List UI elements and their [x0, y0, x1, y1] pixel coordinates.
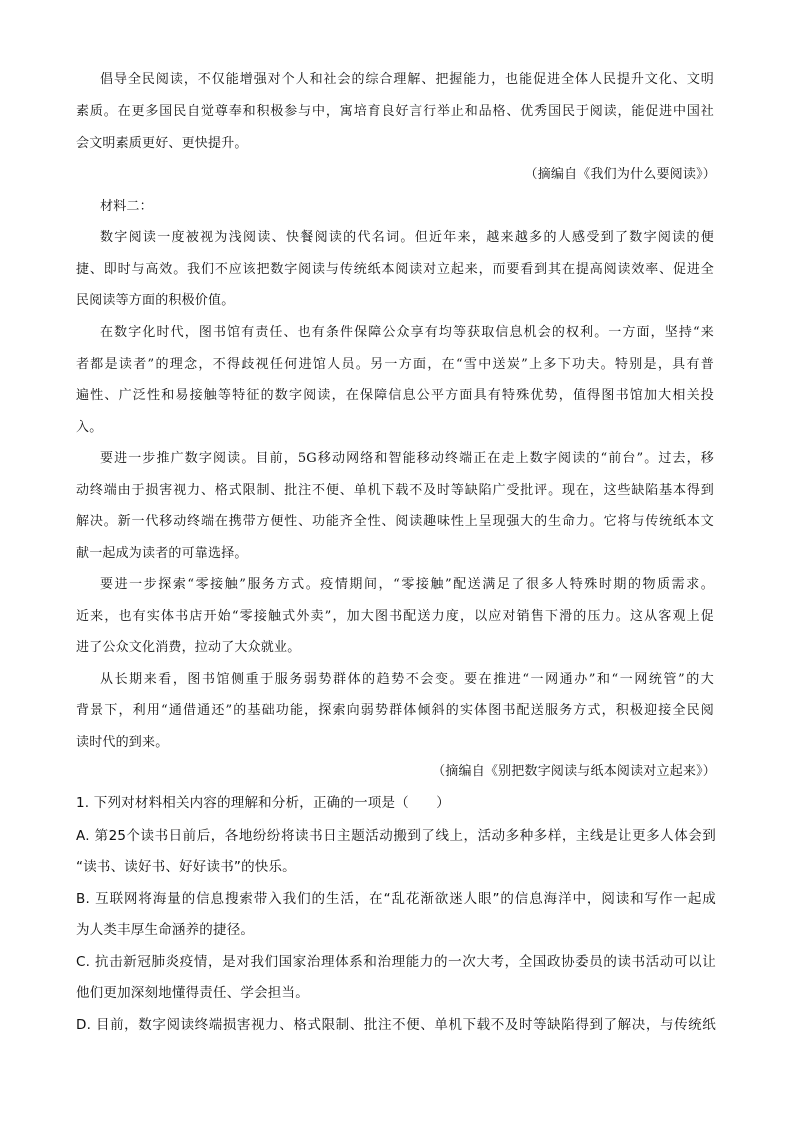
- material1-line-1: 倡导全民阅读，不仅能增强对个人和社会的综合理解、把握能力，也能促进全体人民提升文化、文明: [100, 72, 714, 87]
- material2-p2-line-4: 入。: [76, 420, 103, 435]
- material2-p3-line-4: 献一起成为读者的可靠选择。: [76, 546, 248, 561]
- question1-option-d-line-1: D. 目前，数字阅读终端损害视力、格式限制、批注不便、单机下载不及时等缺陷得到了解决，与传统纸: [76, 1017, 716, 1033]
- material2-p1-line-2: 捷、即时与高效。我们不应该把数字阅读与传统纸本阅读对立起来，而要看到其在提高阅读效率、促进全: [76, 262, 714, 277]
- material1-line-2: 素质。在更多国民自觉尊奉和积极参与中，寓培育良好言行举止和品格、优秀国民于阅读，能促进中国社: [76, 104, 714, 119]
- material1-source: （摘编自《我们为什么要阅读》）: [524, 167, 716, 182]
- material2-p5-line-1: 从长期来看，图书馆侧重于服务弱势群体的趋势不会变。要在推进“一网通办”和“一网统管”的大: [100, 672, 714, 687]
- material2-p5-line-2: 背景下，利用“通借通还”的基础功能，探索向弱势群体倾斜的实体图书配送服务方式，积极迎接全民阅: [76, 703, 714, 718]
- question1-stem: 1. 下列对材料相关内容的理解和分析，正确的一项是（ ）: [76, 795, 450, 811]
- material2-p4-line-1: 要进一步探索“零接触”服务方式。疫情期间，“零接触”配送满足了很多人特殊时期的物质需求。: [100, 577, 714, 592]
- question1-option-b-line-1: B. 互联网将海量的信息搜索带入我们的生活，在“乱花渐欲迷人眼”的信息海洋中，阅读和写作一起成: [76, 891, 716, 907]
- question1-option-a-line-2: “读书、读好书、好好读书”的快乐。: [76, 859, 296, 875]
- question1-option-c-line-2: 他们更加深刻地懂得责任、学会担当。: [76, 985, 309, 1001]
- material2-heading: 材料二：: [100, 199, 153, 214]
- material2-p1-line-1: 数字阅读一度被视为浅阅读、快餐阅读的代名词。但近年来，越来越多的人感受到了数字阅读的便: [100, 230, 714, 245]
- material2-p2-line-1: 在数字化时代，图书馆有责任、也有条件保障公众享有均等获取信息机会的权利。一方面，坚持“来: [100, 325, 714, 340]
- question1-option-b-line-2: 为人类丰厚生命涵养的捷径。: [76, 922, 255, 938]
- material2-p3-line-2: 动终端由于损害视力、格式限制、批注不便、单机下载不及时等缺陷广受批评。现在，这些缺陷基本得到: [76, 483, 714, 498]
- material2-source: （摘编自《别把数字阅读与纸本阅读对立起来》）: [432, 764, 716, 779]
- material2-p3-line-1: 要进一步推广数字阅读。目前，5G移动网络和智能移动终端正在走上数字阅读的“前台”。过去，移: [100, 451, 714, 466]
- question1-option-a-line-1: A. 第25个读书日前后，各地纷纷将读书日主题活动搬到了线上，活动多种多样，主线是让更多人体会到: [76, 828, 716, 844]
- material2-p3-line-3: 解决。新一代移动终端在携带方便性、功能齐全性、阅读趣味性上呈现强大的生命力。它将与传统纸本文: [76, 514, 714, 529]
- material2-p2-line-2: 者都是读者”的理念，不得歧视任何进馆人员。另一方面，在“雪中送炭”上多下功夫。特别是，具有普: [76, 357, 714, 372]
- question1-option-c-line-1: C. 抗击新冠肺炎疫情，是对我们国家治理体系和治理能力的一次大考，全国政协委员的读书活动可以让: [76, 954, 716, 970]
- material2-p1-line-3: 民阅读等方面的积极价值。: [76, 293, 235, 308]
- material1-line-3: 会文明素质更好、更快提升。: [76, 136, 248, 151]
- material2-p4-line-3: 进了公众文化消费，拉动了大众就业。: [76, 640, 301, 655]
- material2-p4-line-2: 近来，也有实体书店开始“零接触式外卖”，加大图书配送力度，以应对销售下滑的压力。这从客观上促: [76, 609, 714, 624]
- material2-p2-line-3: 遍性、广泛性和易接触等特征的数字阅读，在保障信息公平方面具有特殊优势，值得图书馆加大相关投: [76, 388, 714, 403]
- material2-p5-line-3: 读时代的到来。: [76, 735, 169, 750]
